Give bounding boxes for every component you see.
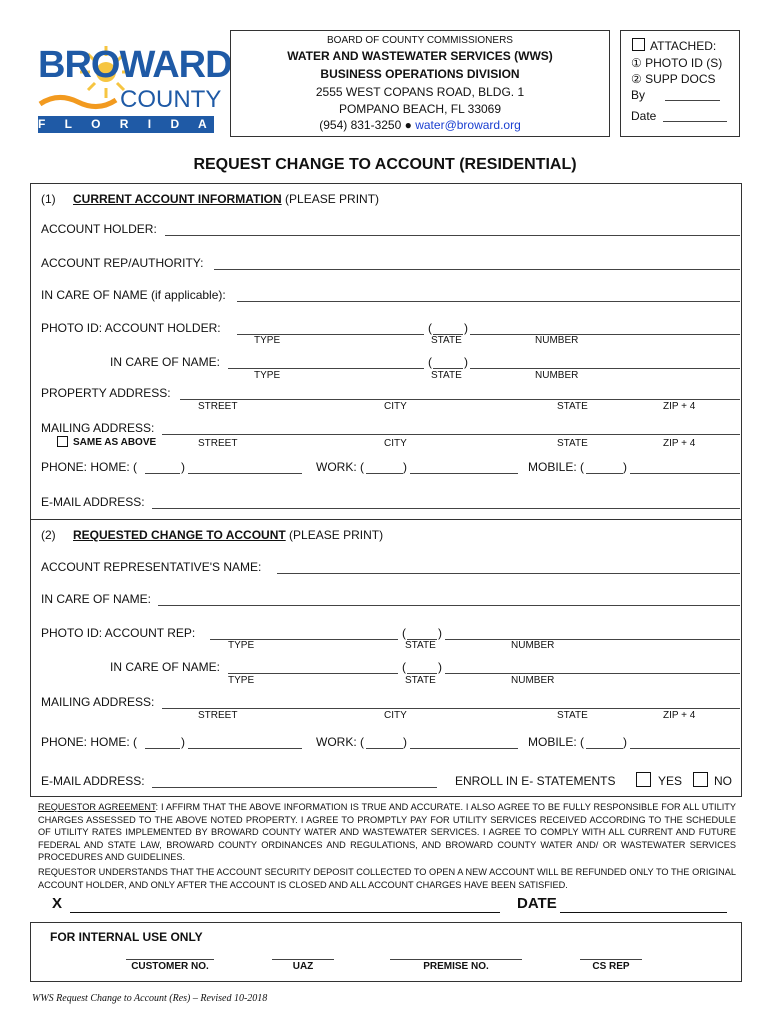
cs-rep-field[interactable] bbox=[580, 959, 642, 960]
phone-mobile-area-field[interactable] bbox=[586, 473, 623, 474]
paren-close: ) bbox=[403, 735, 407, 749]
account-rep-label: ACCOUNT REP/AUTHORITY: bbox=[41, 256, 204, 270]
uaz-label: UAZ bbox=[292, 961, 314, 972]
signature-date-label: DATE bbox=[517, 895, 557, 912]
paren-close: ) bbox=[464, 321, 468, 335]
section-2-number: (2) bbox=[41, 528, 56, 542]
address-line-2: POMPANO BEACH, FL 33069 bbox=[338, 102, 502, 116]
attached-by-label: By bbox=[631, 88, 646, 102]
type-caption: TYPE bbox=[254, 370, 281, 381]
attached-date-label: Date bbox=[631, 109, 657, 123]
state-caption: STATE bbox=[431, 370, 462, 381]
property-address-field[interactable] bbox=[180, 399, 740, 400]
mailing-address-field[interactable] bbox=[162, 434, 740, 435]
phone-work-number-field[interactable] bbox=[410, 473, 518, 474]
care-name-state-field[interactable] bbox=[433, 368, 463, 369]
number-caption: NUMBER bbox=[511, 675, 555, 686]
paren-open: ( bbox=[428, 355, 432, 369]
internal-use-heading: FOR INTERNAL USE ONLY bbox=[50, 930, 203, 944]
type-caption: TYPE bbox=[228, 675, 255, 686]
email-link[interactable]: water@broward.org bbox=[415, 118, 521, 132]
account-holder-field[interactable] bbox=[165, 235, 740, 236]
contact-line bbox=[230, 118, 610, 132]
deposit-text: REQUESTOR UNDERSTANDS THAT THE ACCOUNT SECURITY DEPOSIT COLLECTED TO OPEN A NEW ACCOUNT WILL BE REFUNDED ONLY TO THE ORIGINAL ACCOUNT HOLDER, AND ONLY AFTER THE ACCOUNT IS CLOSED AND ALL ACCOUNT CHARGES HAVE BEEN SATISFIED. bbox=[38, 867, 736, 890]
phone-home-2-number-field[interactable] bbox=[188, 748, 302, 749]
phone-mobile-2-number-field[interactable] bbox=[630, 748, 740, 749]
division-title: BUSINESS OPERATIONS DIVISION bbox=[320, 67, 520, 81]
photo-id-rep-label: PHOTO ID: ACCOUNT REP: bbox=[41, 626, 196, 640]
enroll-no-label: NO bbox=[714, 774, 732, 788]
rep-name-label: ACCOUNT REPRESENTATIVE'S NAME: bbox=[41, 560, 262, 574]
logo-florida-bar bbox=[38, 116, 214, 133]
zip-caption: ZIP + 4 bbox=[663, 438, 696, 449]
number-caption: NUMBER bbox=[535, 335, 579, 346]
type-caption: TYPE bbox=[228, 640, 255, 651]
zip-caption: ZIP + 4 bbox=[663, 401, 696, 412]
phone-number: (954) 831-3250 bbox=[319, 118, 402, 132]
paren-close: ) bbox=[623, 460, 627, 474]
email-2-field[interactable] bbox=[152, 787, 437, 788]
photo-id-rep-number-field[interactable] bbox=[445, 639, 740, 640]
attached-by-line[interactable] bbox=[665, 100, 720, 101]
attached-photo-id: ① PHOTO ID (S) bbox=[631, 56, 723, 70]
care-of-field[interactable] bbox=[237, 301, 740, 302]
phone-work-2-area-field[interactable] bbox=[366, 748, 403, 749]
same-as-above-checkbox[interactable] bbox=[57, 436, 68, 447]
customer-no-field[interactable] bbox=[126, 959, 214, 960]
care-of-2-label: IN CARE OF NAME: bbox=[41, 592, 152, 606]
paren-open: ( bbox=[402, 660, 406, 674]
section-2-heading bbox=[41, 528, 383, 542]
number-caption: NUMBER bbox=[535, 370, 579, 381]
mailing-address-2-label: MAILING ADDRESS: bbox=[41, 695, 155, 709]
attached-date-line[interactable] bbox=[663, 121, 727, 122]
rep-name-field[interactable] bbox=[277, 573, 740, 574]
paren-close: ) bbox=[181, 460, 185, 474]
section-1-heading bbox=[41, 192, 379, 206]
attached-label: ATTACHED: bbox=[650, 39, 717, 53]
wave-icon bbox=[38, 90, 118, 112]
phone-home-2-area-field[interactable] bbox=[145, 748, 180, 749]
email-label: E-MAIL ADDRESS: bbox=[41, 495, 145, 509]
property-address-label: PROPERTY ADDRESS: bbox=[41, 386, 171, 400]
email-field[interactable] bbox=[152, 508, 740, 509]
address-line-1: 2555 WEST COPANS ROAD, BLDG. 1 bbox=[315, 85, 525, 99]
photo-id-holder-label: PHOTO ID: ACCOUNT HOLDER: bbox=[41, 321, 221, 335]
care-of-2-field[interactable] bbox=[158, 605, 740, 606]
form-title: REQUEST CHANGE TO ACCOUNT (RESIDENTIAL) bbox=[193, 156, 577, 173]
same-as-above-label: SAME AS ABOVE bbox=[73, 437, 157, 448]
cs-rep-label: CS REP bbox=[592, 961, 630, 972]
section-1-print: (PLEASE PRINT) bbox=[285, 192, 380, 206]
section-2-title: REQUESTED CHANGE TO ACCOUNT bbox=[73, 528, 286, 542]
signature-date-field[interactable] bbox=[560, 912, 727, 913]
paren-close: ) bbox=[464, 355, 468, 369]
city-caption: CITY bbox=[384, 710, 407, 721]
paren-open: ( bbox=[428, 321, 432, 335]
phone-home-area-field[interactable] bbox=[145, 473, 180, 474]
phone-mobile-label: MOBILE: ( bbox=[528, 460, 585, 474]
type-caption: TYPE bbox=[254, 335, 281, 346]
paren-open: ( bbox=[402, 626, 406, 640]
phone-work-2-label: WORK: ( bbox=[316, 735, 364, 749]
state-caption: STATE bbox=[557, 438, 588, 449]
care-name-2-state-field[interactable] bbox=[407, 673, 437, 674]
phone-mobile-number-field[interactable] bbox=[630, 473, 740, 474]
premise-no-label: PREMISE NO. bbox=[423, 961, 489, 972]
phone-home-number-field[interactable] bbox=[188, 473, 302, 474]
paren-close: ) bbox=[181, 735, 185, 749]
premise-no-field[interactable] bbox=[390, 959, 522, 960]
state-caption: STATE bbox=[557, 401, 588, 412]
paren-close: ) bbox=[438, 626, 442, 640]
account-holder-label: ACCOUNT HOLDER: bbox=[41, 222, 157, 236]
paren-close: ) bbox=[623, 735, 627, 749]
phone-work-area-field[interactable] bbox=[366, 473, 403, 474]
enroll-no-checkbox[interactable] bbox=[693, 772, 708, 787]
zip-caption: ZIP + 4 bbox=[663, 710, 696, 721]
customer-no-label: CUSTOMER NO. bbox=[131, 961, 209, 972]
email-2-label: E-MAIL ADDRESS: bbox=[41, 774, 145, 788]
photo-id-holder-number-field[interactable] bbox=[470, 334, 740, 335]
board-title: BOARD OF COUNTY COMMISSIONERS bbox=[327, 35, 513, 46]
agreement-text bbox=[38, 801, 736, 864]
logo-county-text: COUNTY bbox=[120, 86, 222, 113]
phone-mobile-2-label: MOBILE: ( bbox=[528, 735, 585, 749]
paren-close: ) bbox=[403, 460, 407, 474]
enroll-yes-checkbox[interactable] bbox=[636, 772, 651, 787]
street-caption: STREET bbox=[198, 710, 238, 721]
street-caption: STREET bbox=[198, 438, 238, 449]
care-name-2-label: IN CARE OF NAME: bbox=[110, 660, 221, 674]
number-caption: NUMBER bbox=[511, 640, 555, 651]
mailing-address-label: MAILING ADDRESS: bbox=[41, 421, 155, 435]
footer-revision: WWS Request Change to Account (Res) – Revised 10-2018 bbox=[32, 993, 268, 1004]
paren-close: ) bbox=[438, 660, 442, 674]
agreement-heading: REQUESTOR AGREEMENT bbox=[38, 802, 156, 812]
phone-mobile-2-area-field[interactable] bbox=[586, 748, 623, 749]
street-caption: STREET bbox=[198, 401, 238, 412]
bullet: ● bbox=[404, 118, 412, 132]
mailing-address-2-field[interactable] bbox=[162, 708, 740, 709]
city-caption: CITY bbox=[384, 401, 407, 412]
signature-x: X bbox=[52, 895, 63, 912]
phone-home-2-label: PHONE: HOME: ( bbox=[41, 735, 138, 749]
logo-broward-text: BROWARD bbox=[38, 44, 232, 86]
care-name-number-field[interactable] bbox=[470, 368, 740, 369]
care-of-label: IN CARE OF NAME (if applicable): bbox=[41, 288, 226, 302]
care-name-type-field[interactable] bbox=[228, 368, 424, 369]
city-caption: CITY bbox=[384, 438, 407, 449]
broward-logo bbox=[36, 40, 232, 135]
uaz-field[interactable] bbox=[272, 959, 334, 960]
state-caption: STATE bbox=[405, 675, 436, 686]
care-name-2-number-field[interactable] bbox=[445, 673, 740, 674]
agreement-body: : I AFFIRM THAT THE ABOVE INFORMATION IS TRUE AND ACCURATE. I ALSO AGREE TO BE FULLY RESPONSIBLE FOR ALL UTILITY CHARGES ASSESSED TO THE ABOVE NOTED PROPERTY. I AGREE TO PROMPTLY PAY FOR UTILITY SERVICES RECEIVED ACCORDING TO THE SCHEDULE OF UTILITY RATES IMPLEMENTED BY BROWARD COUNTY WATER AND WASTEWATER SERVICES. I AGREE TO COMPLY WITH ALL CURRENT AND FUTURE FEDERAL AND STATE LAW, BROWARD COUNTY ORDINANCES AND REGULATIONS, AND BROWARD COUNTY WATER AND/ OR WASTEWATER SERVICES PROCEDURES AND GUIDELINES. bbox=[38, 802, 736, 863]
signature-field[interactable] bbox=[70, 912, 500, 913]
section-1-number: (1) bbox=[41, 192, 56, 206]
dept-title: WATER AND WASTEWATER SERVICES (WWS) bbox=[287, 49, 553, 63]
section-1-title: CURRENT ACCOUNT INFORMATION bbox=[73, 192, 282, 206]
state-caption: STATE bbox=[405, 640, 436, 651]
phone-home-label: PHONE: HOME: ( bbox=[41, 460, 138, 474]
attached-checkbox[interactable] bbox=[632, 38, 645, 51]
section-2-print: (PLEASE PRINT) bbox=[289, 528, 384, 542]
state-caption: STATE bbox=[557, 710, 588, 721]
state-caption: STATE bbox=[431, 335, 462, 346]
account-rep-field[interactable] bbox=[214, 269, 740, 270]
phone-work-label: WORK: ( bbox=[316, 460, 364, 474]
enroll-yes-label: YES bbox=[658, 774, 683, 788]
logo-florida-text: F L O R I D A bbox=[38, 117, 215, 131]
attached-supp-docs: ② SUPP DOCS bbox=[631, 72, 716, 86]
care-name-2-type-field[interactable] bbox=[228, 673, 398, 674]
care-name-label: IN CARE OF NAME: bbox=[110, 355, 221, 369]
phone-work-2-number-field[interactable] bbox=[410, 748, 518, 749]
enroll-estatements-label: ENROLL IN E- STATEMENTS bbox=[455, 774, 616, 788]
